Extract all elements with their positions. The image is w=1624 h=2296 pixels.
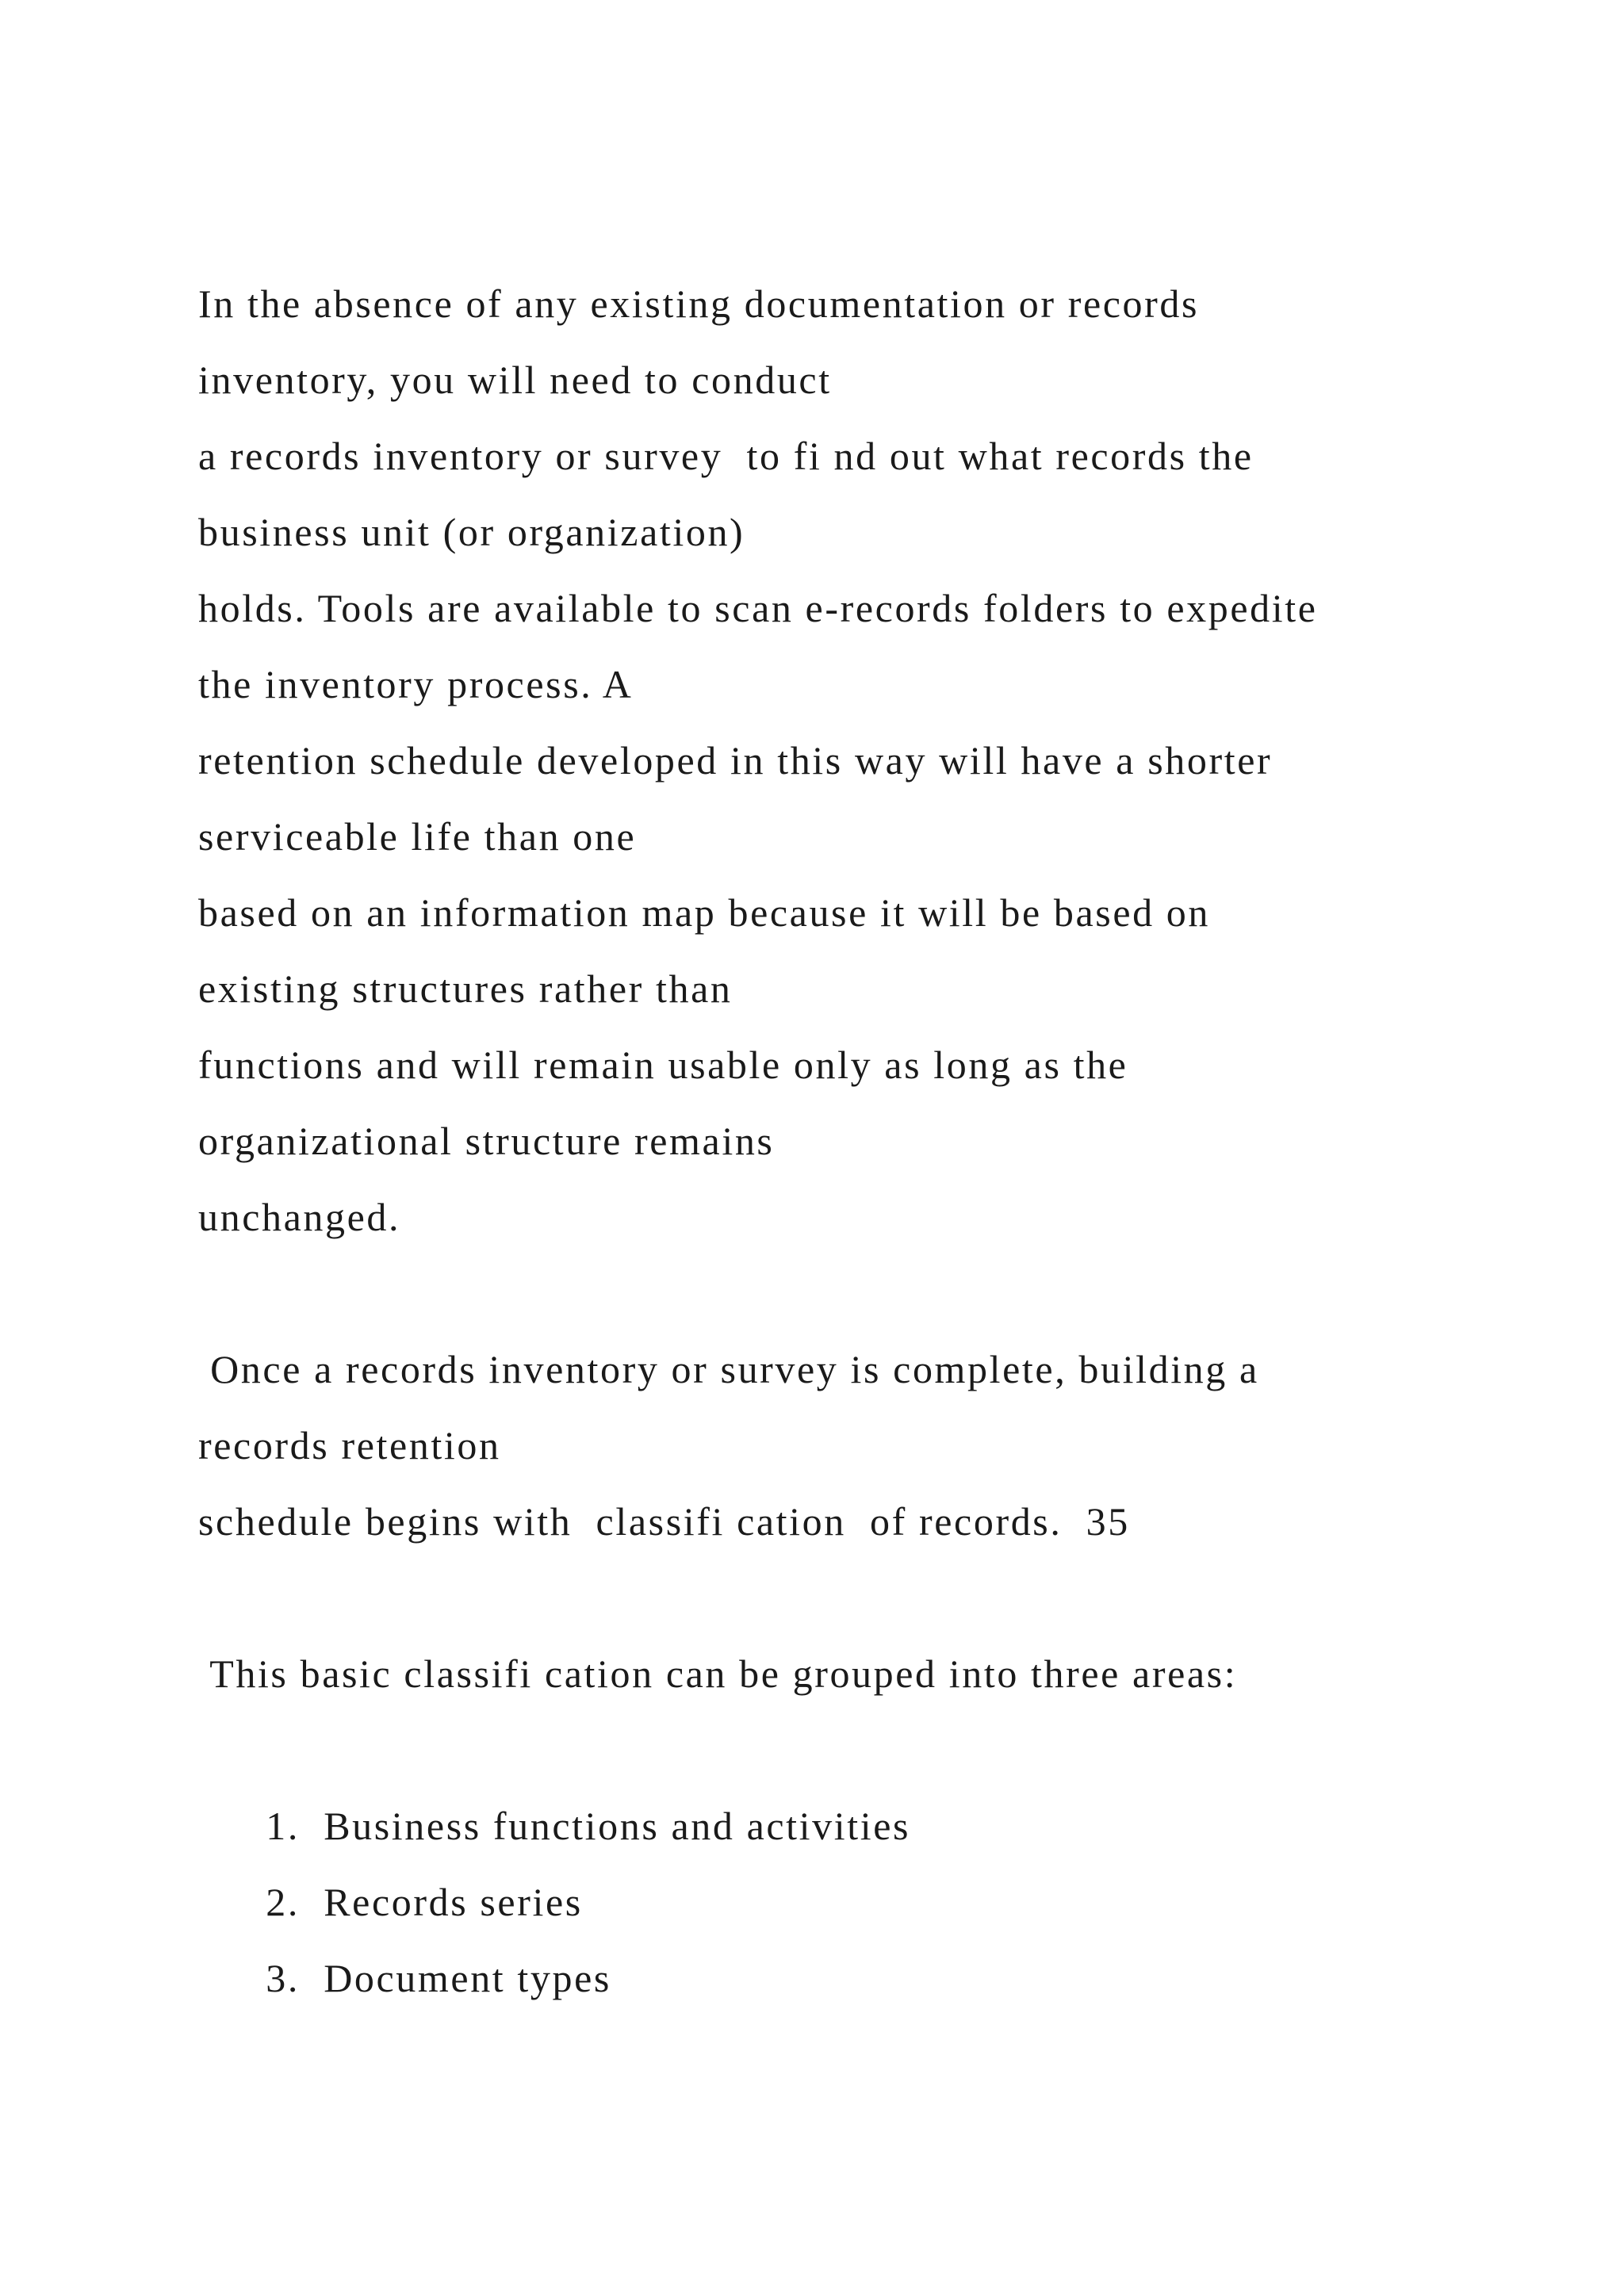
list-item	[198, 1788, 1507, 1864]
list-item-number: 3.	[266, 1956, 300, 2000]
list-item	[198, 1940, 1507, 2016]
text-line: retention schedule developed in this way will have a shorter	[198, 738, 1273, 783]
text-line: business unit (or organization)	[198, 510, 745, 554]
paragraph-classification	[198, 1331, 1507, 1559]
text-line: holds. Tools are available to scan e-records folders to expedite	[198, 586, 1318, 630]
text-line: This basic classifi cation can be grouped into three areas:	[198, 1651, 1238, 1696]
text-line: based on an information map because it will be based on	[198, 890, 1211, 935]
text-line: In the absence of any existing documentation or records	[198, 281, 1200, 326]
list-item-text: Document types	[324, 1956, 611, 2000]
list-item-number: 1.	[266, 1804, 300, 1848]
list-item-number: 2.	[266, 1880, 300, 1924]
text-line: functions and will remain usable only as long as the	[198, 1043, 1128, 1087]
text-line: serviceable life than one	[198, 814, 637, 859]
paragraph-spacer	[198, 1712, 1507, 1788]
text-line: existing structures rather than	[198, 966, 733, 1011]
text-line: records retention	[198, 1423, 501, 1468]
list-item	[198, 1864, 1507, 1940]
paragraph-three-areas	[198, 1636, 1507, 1712]
text-line: inventory, you will need to conduct	[198, 358, 832, 402]
list-item-text: Business functions and activities	[324, 1804, 911, 1848]
list-item-text: Records series	[324, 1880, 583, 1924]
paragraph-spacer	[198, 1559, 1507, 1636]
document-body	[198, 266, 1507, 2016]
text-line: the inventory process. A	[198, 662, 634, 706]
paragraph-spacer	[198, 1255, 1507, 1331]
classification-areas-list	[198, 1788, 1507, 2016]
text-line: schedule begins with classifi cation of records. 35	[198, 1499, 1130, 1544]
paragraph-retention-inventory	[198, 266, 1507, 1255]
text-line: Once a records inventory or survey is complete, building a	[198, 1347, 1259, 1391]
text-line: a records inventory or survey to fi nd out what records the	[198, 434, 1254, 478]
text-line: organizational structure remains	[198, 1119, 775, 1163]
text-line: unchanged.	[198, 1195, 401, 1239]
